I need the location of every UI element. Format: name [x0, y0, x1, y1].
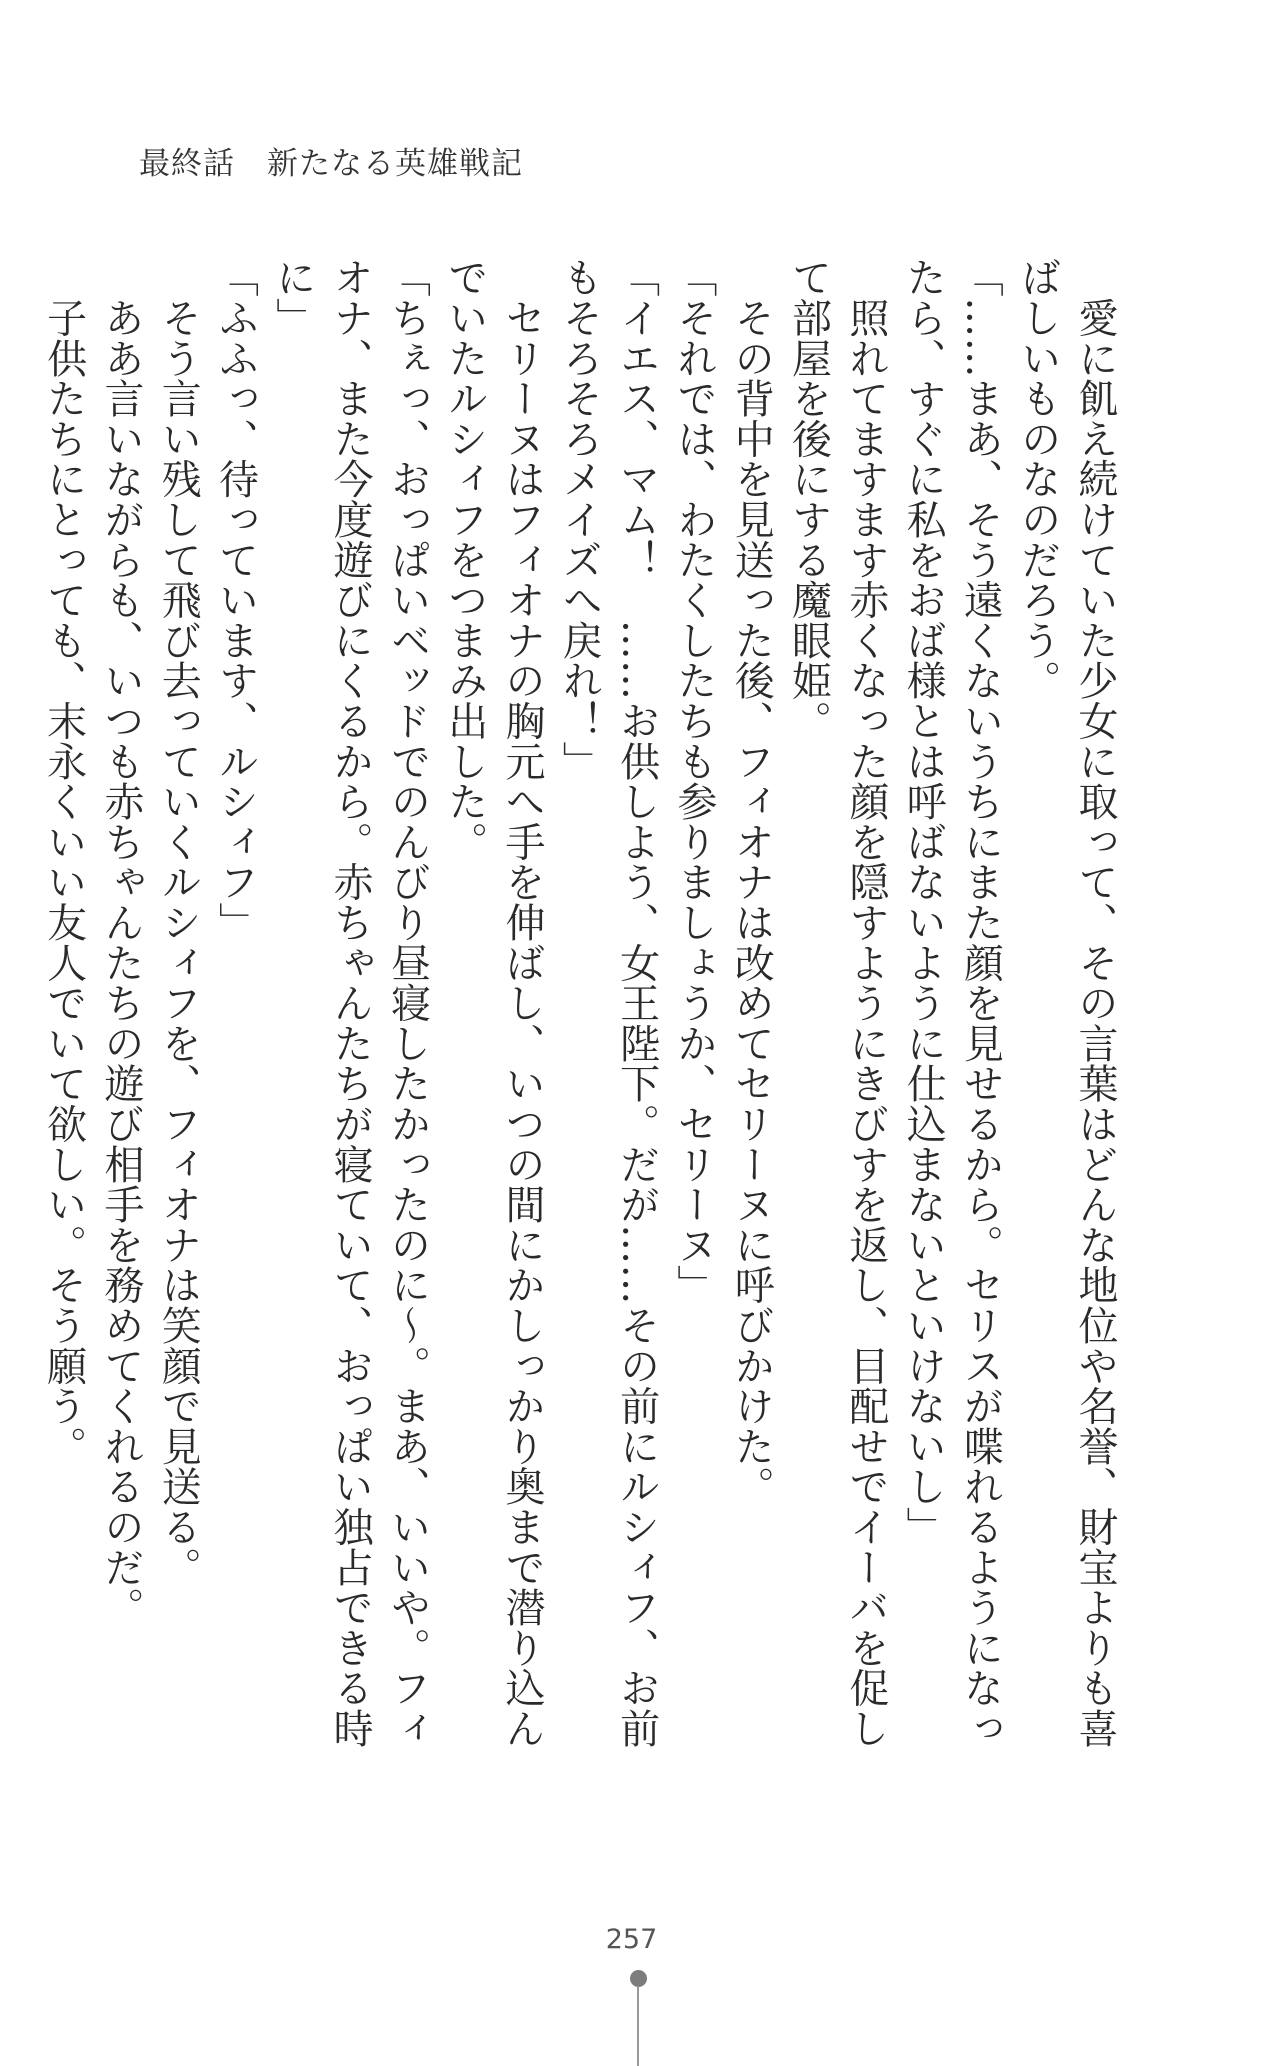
- paragraph: 愛に飢え続けていた少女に取って、その言葉はどんな地位や名誉、財宝よりも喜ばしいものなのだろう。: [1014, 257, 1118, 1749]
- paragraph: 「ふふっ、待っています、ルシィフ」: [212, 257, 259, 943]
- paragraph: 「それでは、わたくしたちも参りましょうか、セリーヌ」: [670, 257, 717, 1305]
- paragraph: 子供たちにとっても、末永くいい友人でいて欲しい。そう願う。: [40, 257, 87, 1466]
- paragraph: その背中を見送った後、フィオナは改めてセリーヌに呼びかけた。: [728, 257, 775, 1507]
- page-marker-line: [637, 1986, 639, 2066]
- paragraph: 「ちぇっ、おっぱいベッドでのんびり昼寝したかったのに〜。まあ、いいや。フィオナ、また今度遊びにくるから。赤ちゃんたちが寝ていて、おっぱい独占できる時に」: [269, 257, 431, 1749]
- page-number: 257: [605, 1924, 658, 1955]
- page-marker-dot: [630, 1970, 647, 1987]
- paragraph: 「……まあ、そう遠くないうちにまた顔を見せるから。セリスが喋れるようになったら、すぐに私をおば様とは呼ばないように仕込まないといけないし」: [900, 257, 1004, 1749]
- body-text: [40, 257, 1123, 1787]
- paragraph: 「イエス、マム！ ……お供しよう、女王陛下。だが……その前にルシィフ、お前もそろそろメイズへ戻れ！」: [556, 257, 660, 1749]
- paragraph: 照れてますます赤くなった顔を隠すようにきびすを返し、目配せでイーバを促して部屋を後にする魔眼姫。: [785, 257, 889, 1749]
- paragraph: ああ言いながらも、いつも赤ちゃんたちの遊び相手を務めてくれるのだ。: [97, 257, 144, 1628]
- paragraph: セリーヌはフィオナの胸元へ手を伸ばし、いつの間にかしっかり奥まで潜り込んでいたルシィフをつまみ出した。: [441, 257, 546, 1749]
- running-head: 最終話 新たなる英雄戦記: [139, 146, 523, 182]
- paragraph: そう言い残して飛び去っていくルシィフを、フィオナは笑顔で見送る。: [155, 257, 202, 1587]
